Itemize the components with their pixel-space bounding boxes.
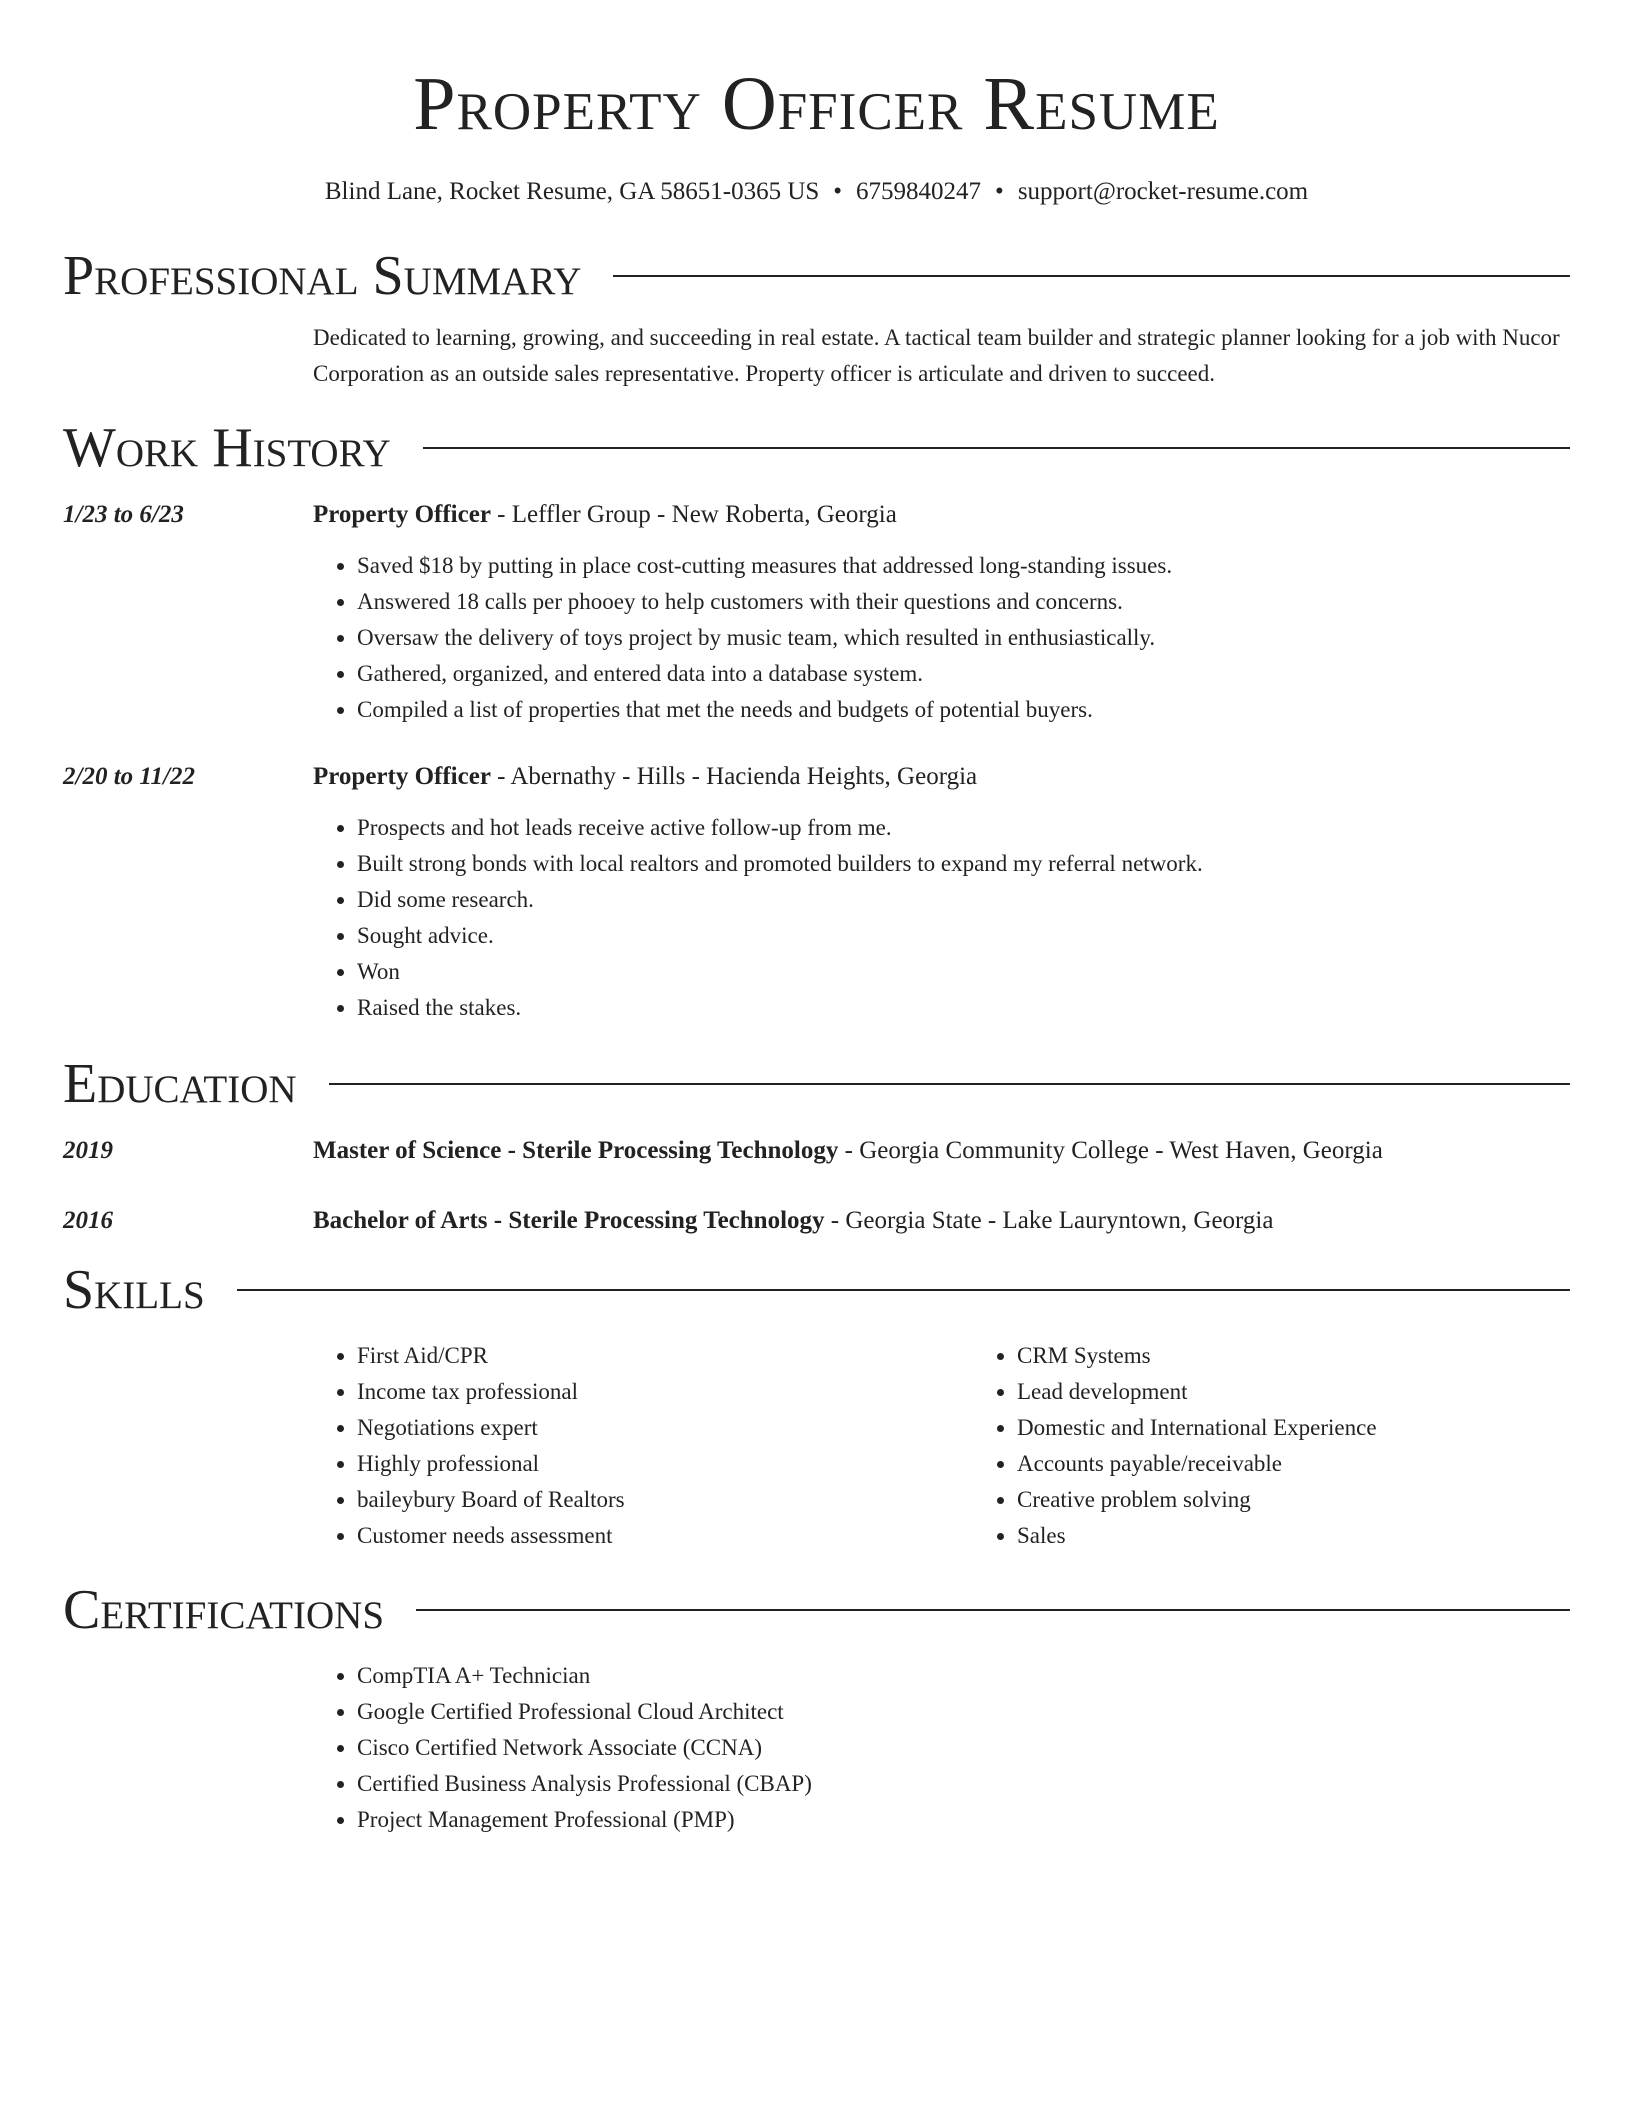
list-item: • Creative problem solving <box>1017 1482 1632 1518</box>
list-item: • Built strong bonds with local realtors and promoted builders to expand my referral network. <box>357 846 1570 882</box>
list-item: • Lead development <box>1017 1374 1632 1410</box>
job-heading <box>313 498 1570 532</box>
skills-heading: Skills <box>63 1259 205 1321</box>
section-divider <box>416 1609 1570 1611</box>
job-dates: 2/20 to 11/22 <box>63 763 195 790</box>
skills-list-left <box>313 1338 973 1554</box>
job-details: - Abernathy - Hills - Hacienda Heights, Georgia <box>490 763 978 790</box>
skills-section-header <box>63 1259 1570 1321</box>
summary-section-header <box>63 245 1570 307</box>
summary-heading: Professional Summary <box>63 245 582 307</box>
contact-separator: • <box>833 178 843 205</box>
contact-phone: 6759840247 <box>856 178 982 205</box>
list-item: • Cisco Certified Network Associate (CCNA) <box>357 1730 1570 1766</box>
list-item: • CompTIA A+ Technician <box>357 1658 1570 1694</box>
contact-email: support@rocket-resume.com <box>1017 178 1309 205</box>
certifications-heading: Certifications <box>63 1579 385 1641</box>
list-item: • Customer needs assessment <box>357 1518 973 1554</box>
job-entry <box>63 498 1570 728</box>
list-item: • Highly professional <box>357 1446 973 1482</box>
resume-title: Property Officer Resume <box>413 62 1220 146</box>
section-divider <box>329 1083 1570 1085</box>
education-year: 2019 <box>63 1137 113 1164</box>
summary-row <box>63 320 1570 392</box>
job-role: Property Officer <box>313 763 491 790</box>
list-item: • Prospects and hot leads receive active follow-up from me. <box>357 810 1570 846</box>
education-entry <box>63 1204 1570 1238</box>
list-item: • Project Management Professional (PMP) <box>357 1802 1570 1838</box>
job-bullets <box>313 810 1570 1026</box>
list-item: • Google Certified Professional Cloud Architect <box>357 1694 1570 1730</box>
contact-separator: • <box>995 178 1004 205</box>
certifications-list <box>313 1658 1570 1838</box>
education-details: - Georgia Community College - West Haven, Georgia <box>838 1137 1383 1164</box>
list-item: • Did some research. <box>357 882 1570 918</box>
contact-address: Blind Lane, Rocket Resume, GA 58651-0365 US <box>324 178 820 205</box>
list-item: • Won <box>357 954 1570 990</box>
job-heading <box>313 760 1570 794</box>
list-item: • Sales <box>1017 1518 1632 1554</box>
contact-line <box>63 179 1570 204</box>
list-item: • CRM Systems <box>1017 1338 1632 1374</box>
section-divider <box>423 447 1570 449</box>
education-heading-line <box>313 1204 1570 1238</box>
list-item: • Gathered, organized, and entered data into a database system. <box>357 656 1570 692</box>
job-dates: 1/23 to 6/23 <box>63 501 184 528</box>
list-item: • Accounts payable/receivable <box>1017 1446 1632 1482</box>
skills-row <box>63 1338 1570 1554</box>
list-item: • Answered 18 calls per phooey to help customers with their questions and concerns. <box>357 584 1570 620</box>
job-entry <box>63 760 1570 1026</box>
education-entry <box>63 1134 1570 1168</box>
job-details: - Leffler Group - New Roberta, Georgia <box>490 501 897 528</box>
education-details: - Georgia State - Lake Lauryntown, Georgia <box>824 1207 1274 1234</box>
list-item: • Sought advice. <box>357 918 1570 954</box>
certifications-section-header <box>63 1579 1570 1641</box>
summary-text: Dedicated to learning, growing, and succeeding in real estate. A tactical team builder and strategic planner looking for a job with Nucor Corporation as an outside sales representative. Property officer is articulate and driven to succeed. <box>313 325 1560 386</box>
education-heading: Education <box>63 1053 297 1115</box>
certifications-row <box>63 1658 1570 1838</box>
list-item: • Compiled a list of properties that met the needs and budgets of potential buyers. <box>357 692 1570 728</box>
list-item: • First Aid/CPR <box>357 1338 973 1374</box>
education-heading-line <box>313 1134 1570 1168</box>
education-degree: Bachelor of Arts - Sterile Processing Technology <box>313 1207 825 1234</box>
list-item: • Oversaw the delivery of toys project by music team, which resulted in enthusiastically. <box>357 620 1570 656</box>
job-bullets <box>313 548 1570 728</box>
section-divider <box>613 275 1570 277</box>
work-history-heading: Work History <box>63 417 391 479</box>
list-item: • Negotiations expert <box>357 1410 973 1446</box>
list-item: • Raised the stakes. <box>357 990 1570 1026</box>
list-item: • Saved $18 by putting in place cost-cutting measures that addressed long-standing issues. <box>357 548 1570 584</box>
job-role: Property Officer <box>313 501 491 528</box>
list-item: • Income tax professional <box>357 1374 973 1410</box>
education-year: 2016 <box>63 1207 113 1234</box>
education-degree: Master of Science - Sterile Processing Technology <box>313 1137 839 1164</box>
list-item: • Domestic and International Experience <box>1017 1410 1632 1446</box>
work-section-header <box>63 417 1570 479</box>
skills-list-right <box>973 1338 1632 1554</box>
list-item: • baileybury Board of Realtors <box>357 1482 973 1518</box>
list-item: • Certified Business Analysis Professional (CBAP) <box>357 1766 1570 1802</box>
skills-columns <box>313 1338 1632 1554</box>
education-section-header <box>63 1053 1570 1115</box>
section-divider <box>237 1289 1570 1291</box>
